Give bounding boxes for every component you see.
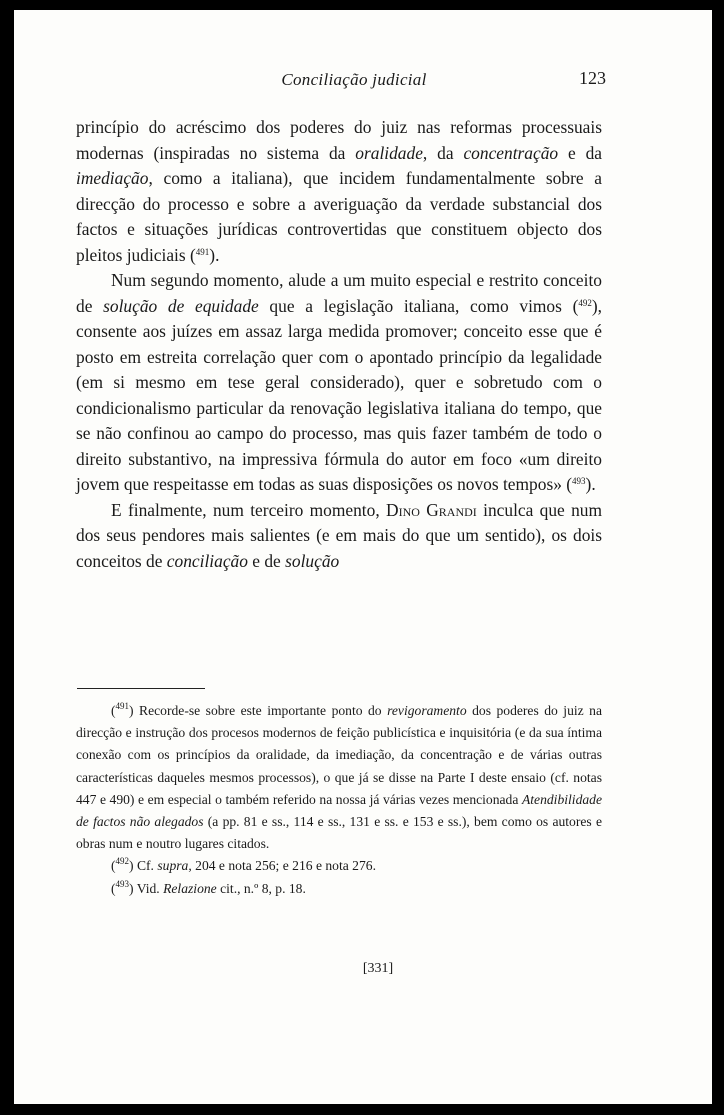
- text-run: ).: [209, 244, 220, 265]
- emphasis: Atendibilidade de factos não alegados: [76, 791, 602, 830]
- footnote-divider: [77, 688, 205, 689]
- emphasis: imediação: [76, 168, 149, 188]
- text-run: , como a italiana), que incidem fundamentalmente sobre a direcção do processo e sobre a averiguação da verdade substancial dos factos e situações jurídicas controvertidas que constituem objecto dos pleitos judiciais (: [76, 168, 602, 265]
- text-run: ), consente aos juízes em assaz larga medida promover; conceito esse que é posto em estreita correlação quer com o apontado princípio da legalidade (em si mesmo em tese geral considerado), quer e sobretudo com o condicionalismo particular da renovação legislativa italiana do tempo, que se não confinou ao campo do processo, mas quis fazer também de todo o direito substantivo, na impressiva fórmula do autor em foco «um direito jovem que respeitasse em todas as suas disposições os novos tempos» (: [76, 295, 603, 494]
- body-text: [76, 115, 602, 574]
- page-number: 123: [579, 68, 606, 88]
- folio-number: [331]: [362, 961, 394, 976]
- text-run: Recorde-se sobre este importante ponto do: [133, 703, 388, 718]
- text-run: princípio do acréscimo dos poderes do juiz nas reformas processuais modernas (inspiradas no sistema da: [76, 117, 602, 163]
- footnote-number: 492: [115, 856, 130, 867]
- footnote-ref-492: 492: [578, 297, 592, 308]
- text-run: ).: [585, 474, 596, 494]
- text-run: cit., n.º 8, p. 18.: [216, 880, 306, 896]
- text-run: E finalmente, num terceiro momento,: [111, 499, 387, 520]
- emphasis: solução de equidade: [103, 295, 259, 316]
- text-run: , 204 e nota 256; e 216 e nota 276.: [188, 858, 376, 874]
- footnotes: [76, 700, 602, 900]
- paragraph-1: [76, 115, 602, 268]
- text-run: Num segundo momento, alude a um muito especial e restrito conceito de: [76, 270, 602, 316]
- emphasis: conciliação: [166, 550, 248, 571]
- text-run: e da: [558, 142, 602, 163]
- footnote-493: ($^{493}$) Vid. Relazione cit., n.º 8, p. 18.: [111, 878, 306, 896]
- text-run: dos poderes do juiz na direcção e instrução dos procesos modernos de feição publicística e inquisitória (e da sua íntima conexão com os princípios da oralidade, da imediação, da concentração e de várias outras características daqueles mesmos processos), o que já se disse na Parte I deste ensaio (cf. notas 447 e 490) e em especial o também referido na nossa já várias vezes mencionada: [76, 703, 602, 807]
- footnote-492: ($^{492}$) Cf. supra, 204 e nota 256; e 216 e nota 276.: [111, 856, 376, 874]
- footnote-ref-493: 493: [572, 476, 586, 486]
- footnote-number: 493: [115, 878, 130, 889]
- footnote-number: 491: [115, 701, 130, 711]
- paragraph-3: [76, 498, 602, 575]
- text-run: (a pp. 81 e ss., 114 e ss., 131 e ss. e 153 e ss.), bem como os autores e obras num e noutro lugares citados.: [76, 814, 602, 852]
- emphasis: concentração: [463, 142, 559, 163]
- text-run: e de: [247, 550, 286, 571]
- text-run: inculca que num dos seus pendores mais salientes (e em mais do que um sentido), os dois conceitos de: [76, 499, 603, 571]
- footnote-491: ($^{491}$) Recorde-se sobre este importante ponto do revigoramento dos poderes do juiz na direcção e instrução dos procesos modernos de feição publicística e inquisitória (e da sua íntima conexão com os princípios da oralidade, da imediação, da concentração e de várias outras características daqueles mesmos processos), o que já se disse na Parte I deste ensaio (cf. notas 447 e 490) e em especial o também referido na nossa já várias vezes mencionada Atendibilidade de factos não alegados (a pp. 81 e ss., 114 e ss., 131 e ss. e 153 e ss.), bem como os autores e obras num e noutro lugares citados.: [76, 701, 602, 852]
- emphasis: supra: [157, 858, 189, 874]
- emphasis: Relazione: [163, 880, 217, 896]
- text-run: que a legislação italiana, como vimos (: [258, 295, 579, 316]
- text-run: , da: [422, 142, 464, 163]
- book-page: [14, 10, 712, 1104]
- emphasis: solução: [285, 550, 340, 571]
- emphasis: revigoramento: [387, 703, 467, 718]
- paragraph-2: [76, 268, 602, 498]
- running-title: Conciliação judicial: [281, 70, 427, 89]
- text-run: Cf.: [133, 858, 158, 874]
- running-head: [76, 68, 606, 96]
- emphasis: oralidade: [355, 142, 423, 163]
- author-name: Dino Grandi: [386, 499, 477, 520]
- text-run: Vid.: [133, 880, 164, 896]
- footnote-ref-491: 491: [195, 246, 210, 257]
